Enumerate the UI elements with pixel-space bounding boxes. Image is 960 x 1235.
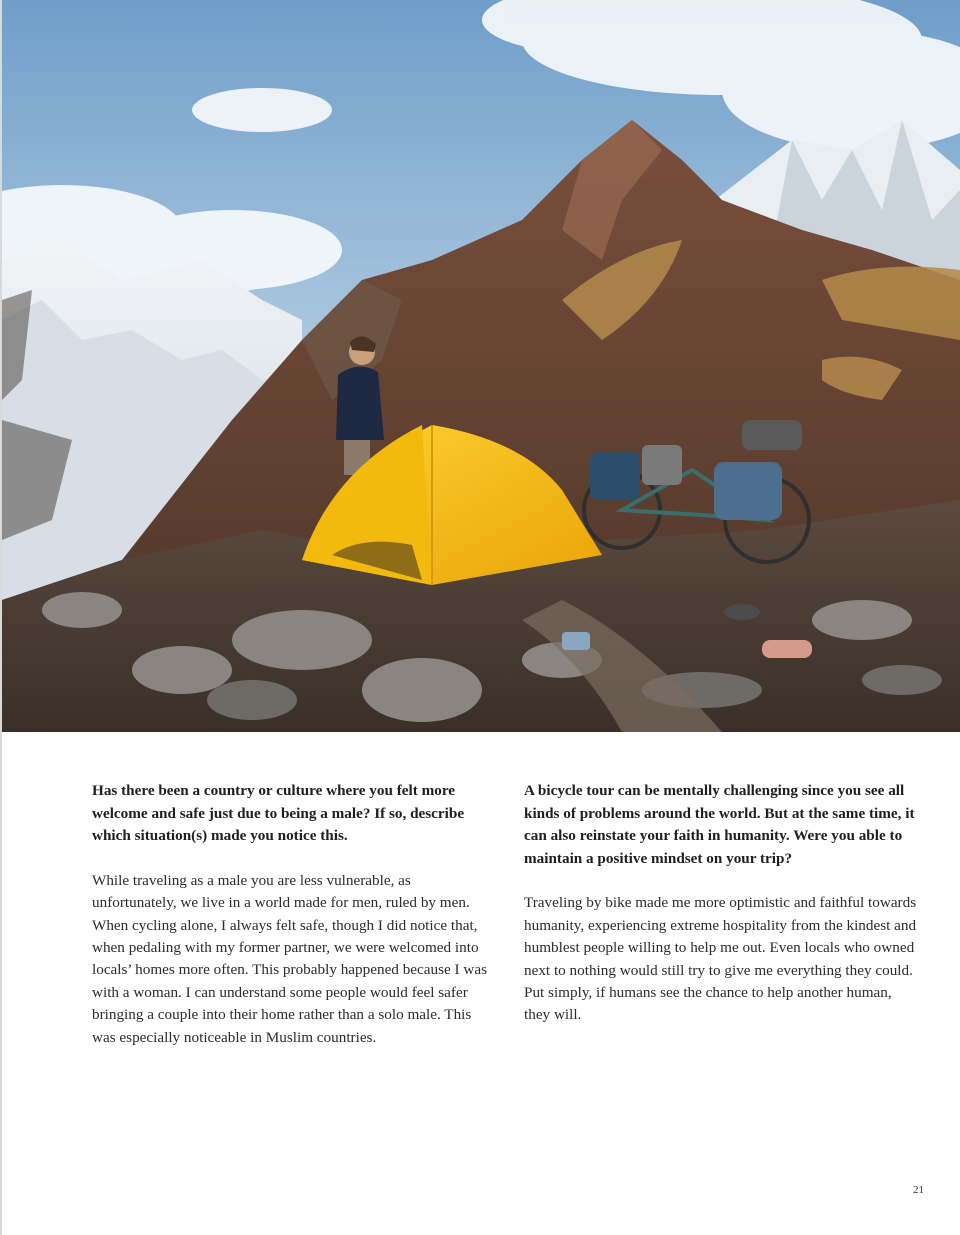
right-answer: Traveling by bike made me more optimistic and faithful towards humanity, experiencing extreme hospitality from the kindest and humblest people willing to help me out. Even locals who owned next to nothing would still try to give me everything they could. Put simply, if humans see the chance to help another human, they will.	[524, 894, 917, 1024]
left-answer: While traveling as a male you are less vulnerable, as unfortunately, we live in a world made for men, ruled by men. When cycling alone, I always felt safe, though I did notice that, when pedaling with my former partner, we were welcomed into locals’ homes more often. This probably happened because I was with a woman. I can understand some people would feel safer bringing a couple into their home rather than a solo male. This was especially noticeable in Muslim countries.	[92, 871, 488, 1046]
right-column	[524, 780, 920, 1027]
right-question: A bicycle tour can be mentally challenging since you see all kinds of problems around the world. But at the same time, it can also reinstate your faith in humanity. Were you able to maintain a positive mindset on your trip?	[524, 782, 915, 867]
page-number: 21	[913, 1184, 924, 1196]
mountain-camp-photo	[2, 0, 960, 732]
left-question: Has there been a country or culture where you felt more welcome and safe just due to being a male? If so, describe which situation(s) made you notice this.	[92, 782, 465, 845]
left-column	[92, 780, 492, 1049]
